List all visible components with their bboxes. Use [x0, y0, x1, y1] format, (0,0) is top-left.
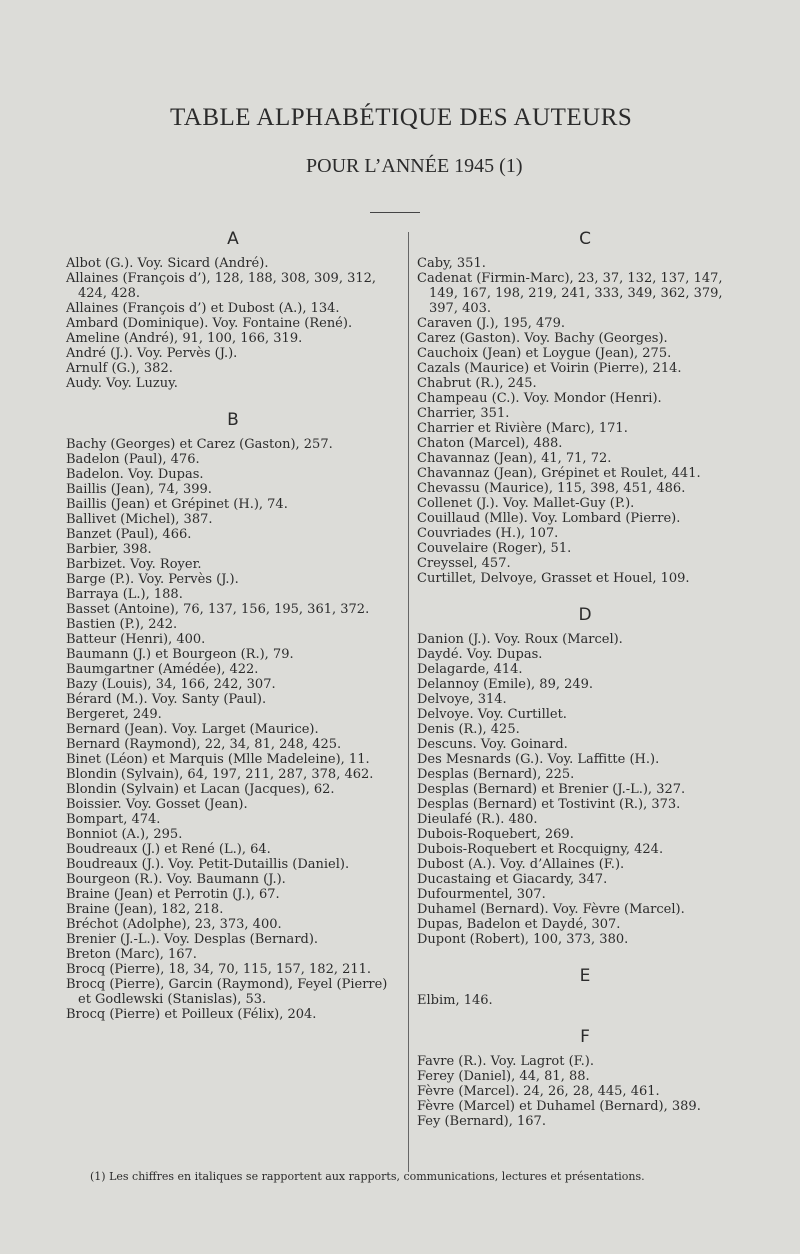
author-entry: Denis (R.), 425. — [417, 722, 520, 737]
author-entry: Ballivet (Michel), 387. — [66, 512, 213, 527]
author-entry: Bérard (M.). Voy. Santy (Paul). — [66, 692, 267, 707]
author-entry: Fèvre (Marcel) et Duhamel (Bernard), 389. — [417, 1099, 701, 1114]
author-entry: Audy. Voy. Luzuy. — [66, 376, 178, 391]
author-entry: Caby, 351. — [417, 256, 486, 271]
section-letter: B — [227, 410, 239, 430]
author-entry: Baumann (J.) et Bourgeon (R.), 79. — [66, 647, 294, 662]
author-entry: Dufourmentel, 307. — [417, 887, 546, 902]
author-entry: Charrier, 351. — [417, 406, 510, 421]
author-entry: Binet (Léon) et Marquis (Mlle Madeleine), 11. — [66, 752, 370, 767]
author-entry: Barge (P.). Voy. Pervès (J.). — [66, 572, 239, 587]
author-entry: Chaton (Marcel), 488. — [417, 436, 563, 451]
author-entry: Elbim, 146. — [417, 993, 493, 1008]
author-entry: Bazy (Louis), 34, 166, 242, 307. — [66, 677, 276, 692]
author-entry: Delannoy (Emile), 89, 249. — [417, 677, 594, 692]
section-letter: A — [227, 229, 239, 249]
author-entry: Dubost (A.). Voy. d’Allaines (F.). — [417, 857, 625, 872]
author-entry: Basset (Antoine), 76, 137, 156, 195, 361, 372. — [66, 602, 370, 617]
author-entry: André (J.). Voy. Pervès (J.). — [66, 346, 238, 361]
author-entry: Braine (Jean), 182, 218. — [66, 902, 224, 917]
author-entry: Couillaud (Mlle). Voy. Lombard (Pierre). — [417, 511, 681, 526]
author-entry: Allaines (François d’), 128, 188, 308, 309, 312, 424, 428. — [66, 271, 377, 301]
author-entry: Cazals (Maurice) et Voirin (Pierre), 214. — [417, 361, 682, 376]
author-entry: Delvoye, 314. — [417, 692, 507, 707]
author-entry: Allaines (François d’) et Dubost (A.), 134. — [66, 301, 340, 316]
author-entry: Bompart, 474. — [66, 812, 161, 827]
author-entry: Ferey (Daniel), 44, 81, 88. — [417, 1069, 590, 1084]
section-gap — [417, 586, 753, 604]
author-entry: Boudreaux (J.). Voy. Petit-Dutaillis (Daniel). — [66, 857, 350, 872]
author-entry: Dupont (Robert), 100, 373, 380. — [417, 932, 629, 947]
author-entry: Brenier (J.-L.). Voy. Desplas (Bernard). — [66, 932, 319, 947]
author-entry: Chavannaz (Jean), Grépinet et Roulet, 441. — [417, 466, 701, 481]
author-entry: Delagarde, 414. — [417, 662, 523, 677]
author-entry: Desplas (Bernard), 225. — [417, 767, 575, 782]
author-entry: Chavannaz (Jean), 41, 71, 72. — [417, 451, 612, 466]
author-entry: Duhamel (Bernard). Voy. Fèvre (Marcel). — [417, 902, 685, 917]
author-entry: Brocq (Pierre), 18, 34, 70, 115, 157, 182, 211. — [66, 962, 372, 977]
author-entry: Favre (R.). Voy. Lagrot (F.). — [417, 1054, 595, 1069]
author-entry: Ameline (André), 91, 100, 166, 319. — [66, 331, 303, 346]
author-entry: Barbier, 398. — [66, 542, 152, 557]
section-letter: C — [579, 229, 591, 249]
author-entry: Fey (Bernard), 167. — [417, 1114, 546, 1129]
author-entry: Braine (Jean) et Perrotin (J.), 67. — [66, 887, 280, 902]
author-entry: Danion (J.). Voy. Roux (Marcel). — [417, 632, 623, 647]
author-entry: Blondin (Sylvain), 64, 197, 211, 287, 378, 462. — [66, 767, 374, 782]
author-entry: Baillis (Jean) et Grépinet (H.), 74. — [66, 497, 288, 512]
author-entry: Cauchoix (Jean) et Loygue (Jean), 275. — [417, 346, 672, 361]
author-entry: Descuns. Voy. Goinard. — [417, 737, 568, 752]
author-entry: Bastien (P.), 242. — [66, 617, 178, 632]
author-entry: Dupas, Badelon et Daydé, 307. — [417, 917, 621, 932]
title-rule — [370, 212, 420, 213]
author-entry: Curtillet, Delvoye, Grasset et Houel, 109. — [417, 571, 690, 586]
author-entry: Dubois-Roquebert et Rocquigny, 424. — [417, 842, 664, 857]
section-letter: D — [578, 605, 592, 625]
author-entry: Bonniot (A.), 295. — [66, 827, 183, 842]
author-entry: Brocq (Pierre) et Poilleux (Félix), 204. — [66, 1007, 317, 1022]
section-gap — [417, 1008, 753, 1026]
author-entry: Fèvre (Marcel). 24, 26, 28, 445, 461. — [417, 1084, 660, 1099]
section-letter: F — [580, 1027, 590, 1047]
author-entry: Banzet (Paul), 466. — [66, 527, 192, 542]
column-divider — [408, 232, 409, 1172]
author-entry: Badelon. Voy. Dupas. — [66, 467, 204, 482]
page-subtitle: POUR L’ANNÉE 1945 (1) — [306, 155, 523, 177]
author-entry: Chevassu (Maurice), 115, 398, 451, 486. — [417, 481, 686, 496]
author-entry: Champeau (C.). Voy. Mondor (Henri). — [417, 391, 662, 406]
author-entry: Desplas (Bernard) et Brenier (J.-L.), 327. — [417, 782, 686, 797]
page-title: TABLE ALPHABÉTIQUE DES AUTEURS — [170, 104, 633, 131]
author-entry: Desplas (Bernard) et Tostivint (R.), 373. — [417, 797, 681, 812]
author-entry: Breton (Marc), 167. — [66, 947, 197, 962]
author-entry: Caraven (J.), 195, 479. — [417, 316, 565, 331]
author-entry: Dieulafé (R.). 480. — [417, 812, 538, 827]
author-entry: Bernard (Raymond), 22, 34, 81, 248, 425. — [66, 737, 342, 752]
author-entry: Brocq (Pierre), Garcin (Raymond), Feyel (Pierre) et Godlewski (Stanislas), 53. — [66, 977, 388, 1007]
author-entry: Bergeret, 249. — [66, 707, 162, 722]
author-entry: Ambard (Dominique). Voy. Fontaine (René). — [66, 316, 353, 331]
author-entry: Ducastaing et Giacardy, 347. — [417, 872, 608, 887]
author-entry: Bréchot (Adolphe), 23, 373, 400. — [66, 917, 282, 932]
section-letter: E — [579, 966, 591, 986]
author-entry: Daydé. Voy. Dupas. — [417, 647, 543, 662]
left-column — [66, 228, 400, 1022]
author-entry: Chabrut (R.), 245. — [417, 376, 537, 391]
author-entry: Boudreaux (J.) et René (L.), 64. — [66, 842, 271, 857]
author-entry: Des Mesnards (G.). Voy. Laffitte (H.). — [417, 752, 660, 767]
author-entry: Barraya (L.), 188. — [66, 587, 183, 602]
author-entry: Blondin (Sylvain) et Lacan (Jacques), 62. — [66, 782, 335, 797]
author-entry: Carez (Gaston). Voy. Bachy (Georges). — [417, 331, 668, 346]
author-entry: Bachy (Georges) et Carez (Gaston), 257. — [66, 437, 333, 452]
author-entry: Couvriades (H.), 107. — [417, 526, 559, 541]
author-entry: Cadenat (Firmin-Marc), 23, 37, 132, 137, 147, 149, 167, 198, 219, 241, 333, 349, 362, 379, 397, 403. — [417, 271, 723, 316]
author-entry: Badelon (Paul), 476. — [66, 452, 200, 467]
author-entry: Couvelaire (Roger), 51. — [417, 541, 572, 556]
author-entry: Barbizet. Voy. Royer. — [66, 557, 202, 572]
author-entry: Charrier et Rivière (Marc), 171. — [417, 421, 628, 436]
author-entry: Albot (G.). Voy. Sicard (André). — [66, 256, 269, 271]
footnote: (1) Les chiffres en italiques se rapportent aux rapports, communications, lectures et présentations. — [90, 1170, 645, 1183]
author-entry: Creyssel, 457. — [417, 556, 511, 571]
author-entry: Dubois-Roquebert, 269. — [417, 827, 574, 842]
author-entry: Collenet (J.). Voy. Mallet-Guy (P.). — [417, 496, 635, 511]
author-entry: Batteur (Henri), 400. — [66, 632, 206, 647]
section-gap — [66, 391, 400, 409]
author-entry: Bernard (Jean). Voy. Larget (Maurice). — [66, 722, 319, 737]
author-entry: Delvoye. Voy. Curtillet. — [417, 707, 567, 722]
author-entry: Arnulf (G.), 382. — [66, 361, 173, 376]
author-entry: Baumgartner (Amédée), 422. — [66, 662, 259, 677]
author-entry: Bourgeon (R.). Voy. Baumann (J.). — [66, 872, 286, 887]
author-entry: Boissier. Voy. Gosset (Jean). — [66, 797, 248, 812]
section-gap — [417, 947, 753, 965]
right-column — [417, 228, 753, 1129]
author-entry: Baillis (Jean), 74, 399. — [66, 482, 212, 497]
